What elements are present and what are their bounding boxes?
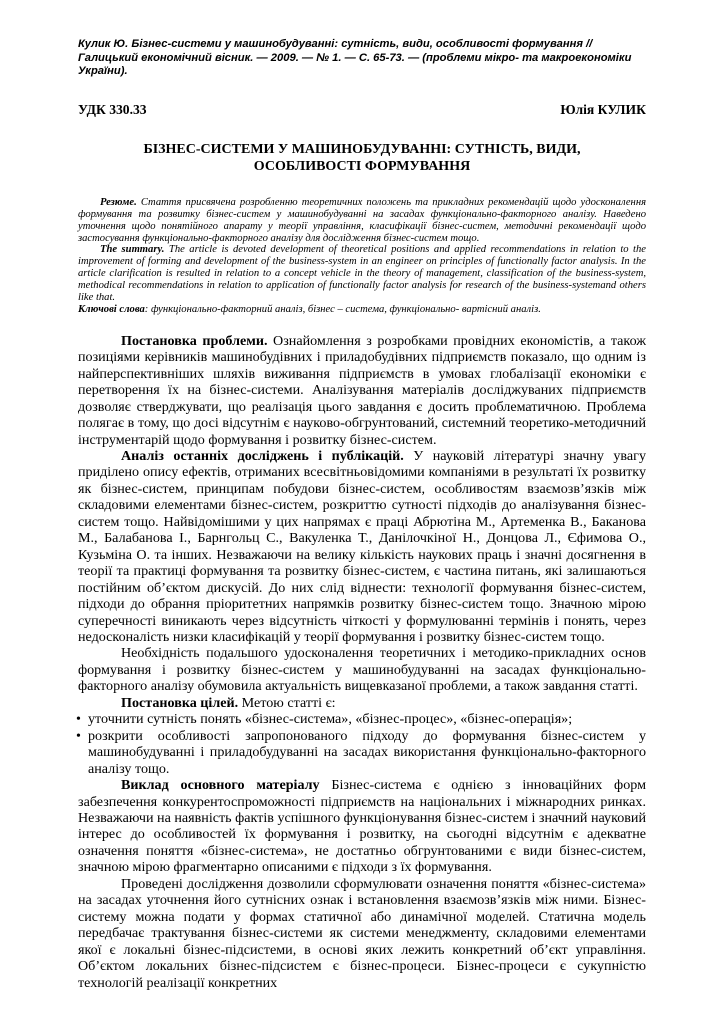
title-line-2: ОСОБЛИВОСТІ ФОРМУВАННЯ (253, 158, 471, 174)
bullet-text-1: уточнити сутність понять «бізнес-система», «бізнес-процес», «бізнес-операція»; (88, 711, 573, 728)
main-material-heading: Виклад основного матеріалу (121, 777, 320, 794)
problem-text: Ознайомлення з розробками провідних економістів, а також позиціями керівників машинобудівних і приладобудівних підприємств показало, що одним із найперспективніших шляхів виживання підприємств в умовах глобалізації економіки є перетворення їх на бізнес-системи. Аналізування матеріалів досліджуваних підприємств дозволяє стверджувати, що реалізація цього завдання є досить проблематичною. Проблема полягає в тому, що досі відсутнім є науково-обгрунтований, системний теоретико-методичний інструментарій щодо формування і розвитку бізнес-систем. (78, 332, 646, 448)
goals-list (78, 711, 646, 777)
bullet-icon: • (76, 727, 81, 744)
udk-code: УДК 330.33 (78, 101, 147, 117)
resume-paragraph (78, 197, 646, 245)
title-line-1: БІЗНЕС-СИСТЕМИ У МАШИНОБУДУВАННІ: СУТНІСТЬ, ВИДИ, (143, 141, 581, 157)
analysis-paragraph (78, 448, 646, 645)
problem-heading: Постановка проблеми. (121, 332, 268, 349)
keywords-paragraph (78, 304, 646, 316)
goals-text: Метою статті є: (238, 694, 336, 711)
goals-heading: Постановка цілей. (121, 694, 239, 711)
problem-paragraph (78, 333, 646, 448)
summary-paragraph (78, 244, 646, 304)
analysis-text: У науковій літературі значну увагу приділено опису ефектів, отриманих всесвітньовідомими компаніями в результаті їх розвитку як бізнес-систем, принципам побудови бізнес-систем, особливостям взаємозв’язків між складовими елементами бізнес-систем, розкриттю сутності підходів до аналізування бізнес-систем тощо. Найвідомішими у цих напрямах є праці Абрютіна М., Артеменка В., Баканова М., Балабанова І., Барнгольц С., Вакуленка Т., Данілочкіної Н., Донцова Л., Єфимова О., Кузьміна О. та інших. Незважаючи на велику кількість наукових праць і значні досягнення в теорії та практиці формування та розвитку бізнес-систем, є частина питань, які залишаються постійним об’єктом дискусій. До них слід віднести: технології формування бізнес-систем, підходи до обрання пріоритетних напрямків розвитку бізнес-систем тощо. Значною мірою суперечності виникають через відсутність чіткості у формулюванні термінів і понять, через недосконалість низки класифікацій у теорії формування і розвитку бізнес-систем тощо. (78, 448, 646, 645)
summary-label: The summary. (100, 244, 165, 256)
summary-text: The article is devoted development of theoretical positions and applied recommendations in relation to the improvement of forming and development of the business-system in an engineer on principles of functionally factor analysis. In the article clarification is resulted in relation to a concept vehicle in the theory of management, classification of the business-system, methodical recommendations in relation to application of functionally factor analysis for research of the business-systemand others like that. (78, 244, 646, 304)
main-material-text: Бізнес-система є однією з інноваційних форм забезпечення конкурентоспроможності підприємств на національних і міжнародних ринках. Незважаючи на наявність фактів успішного функціонування бізнес-систем і значний науковий інтерес до особливостей їх формування і розвитку, на сьогодні відсутнім є адекватне означення поняття «бізнес-система», не достатньо обгрунтованими є види бізнес-систем, значною мірою фрагментарно описаними є підходи з їх формування. (78, 777, 646, 876)
article-title (78, 141, 646, 175)
goals-paragraph (78, 695, 646, 711)
list-item (78, 728, 646, 777)
header-row (78, 102, 646, 118)
author-name: Юлія КУЛИК (560, 101, 646, 117)
abstract (78, 197, 646, 316)
bullet-icon: • (76, 711, 81, 728)
keywords-text: : функціонально-факторний аналіз, бізнес – система, функціонально- вартісний аналіз. (144, 303, 541, 315)
citation: Кулик Ю. Бізнес-системи у машинобудуванні: сутність, види, особливості формування // Галицький економічний вісник. — 2009. — № 1. — С. 65-73. — (проблеми мікро- та макроекономіки України). (78, 38, 632, 78)
analysis-heading: Аналіз останніх досліджень і публікацій. (121, 448, 404, 465)
article-page (78, 38, 646, 991)
keywords-label: Ключові слова (78, 303, 145, 315)
resume-label: Резюме. (100, 196, 137, 208)
article-body (78, 333, 646, 991)
research-paragraph: Проведені дослідження дозволили сформулювати означення поняття «бізнес-система» на засадах уточнення його сутнісних ознак і встановлення взаємозв’язків між ними. Бізнес-систему можна подати у формах статичної або динамічної моделей. Статична модель передбачає трактування бізнес-системи як системи менеджменту, складовими елементами якої є локальні бізнес-підсистеми, в основі яких лежить конкретний об’єкт управління. Об’єктом локальних бізнес-підсистем є бізнес-процеси. Бізнес-процеси є сукупністю технологій реалізації конкретних (78, 875, 646, 991)
resume-text: Стаття присвячена розробленню теоретичних положень та прикладних рекомендацій щодо удосконалення формування та розвитку бізнес-систем у машинобудуванні на засадах функціонально-факторного аналізу. Наведено уточнення щодо понятійного апарату у теорії управління, класифікації бізнес-систем, методичні рекомендації щодо застосування функціонально-факторного аналізу для дослідження бізнес-систем тощо. (78, 196, 646, 244)
main-material-paragraph (78, 777, 646, 876)
bullet-text-2: розкрити особливості запропонованого підходу до формування бізнес-систем у машинобудуванні і приладобудуванні на засадах використання функціонально-факторного аналізу тощо. (88, 727, 646, 777)
list-item (78, 711, 646, 727)
necessity-paragraph: Необхідність подальшого удосконалення теоретичних і методико-прикладних основ формування і розвитку бізнес-систем у машинобудуванні на засадах функціонально-факторного аналізу обумовила актуальність вищевказаної проблеми, а також завдання статті. (78, 645, 646, 695)
